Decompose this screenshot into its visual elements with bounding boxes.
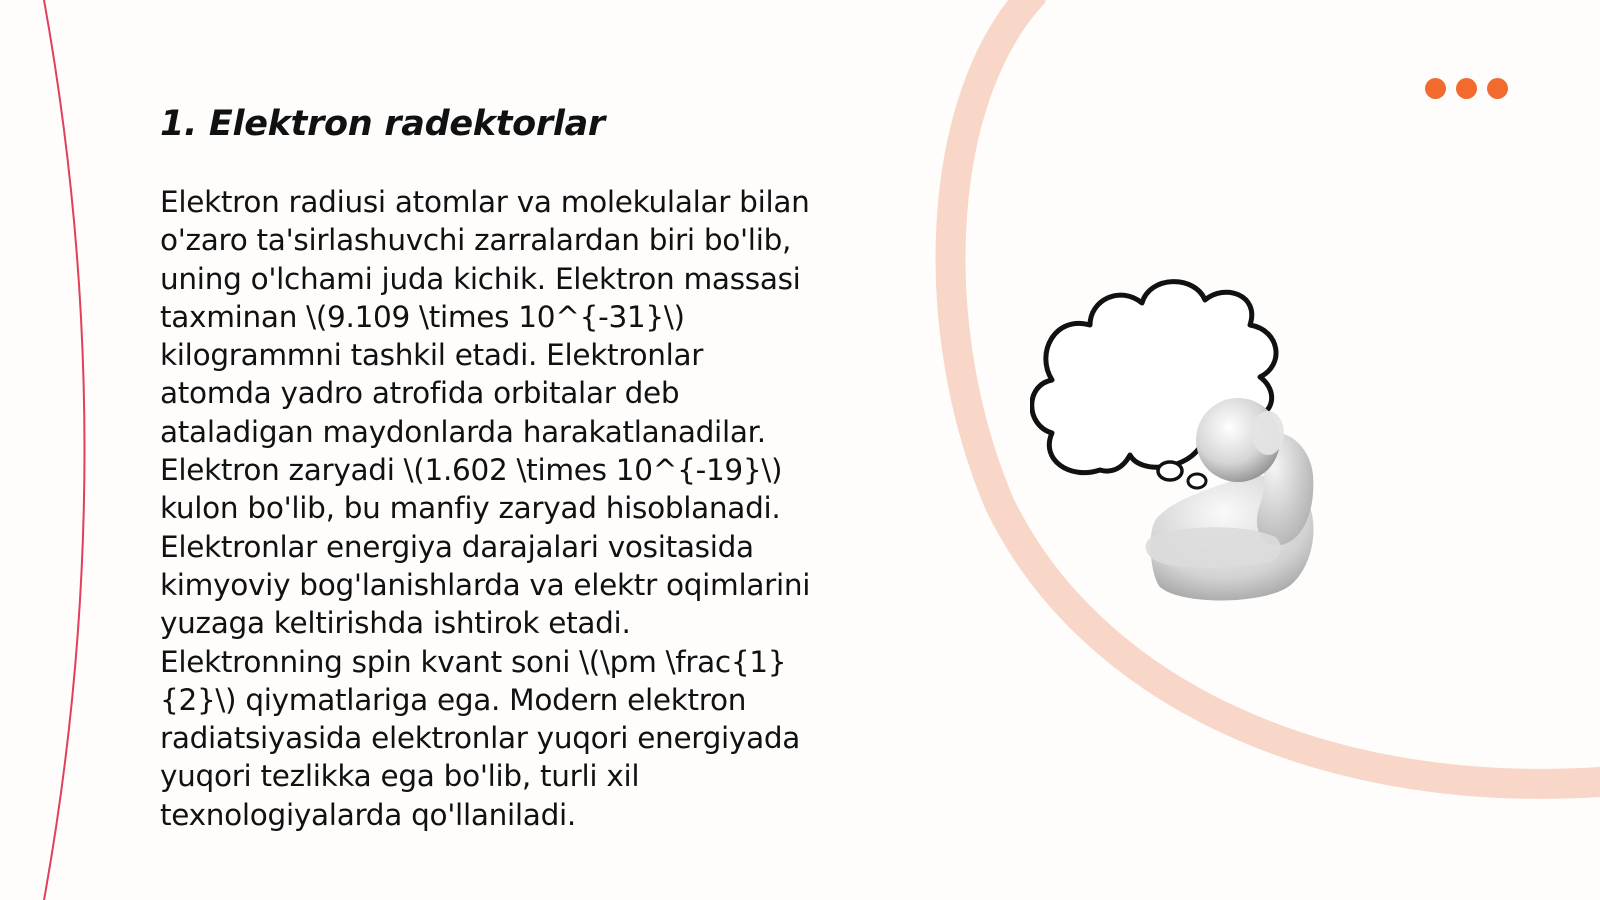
slide-body-text: Elektron radiusi atomlar va molekulalar bilan o'zaro ta'sirlashuvchi zarralardan biri bo'lib, uning o'lchami juda kichik. Elektron massasi taxminan \(9.109 \times 10^{-31}\) kilogrammni tashkil etadi. Elektronlar atomda yadro atrofida orbitalar deb ataladigan maydonlarda harakatlanadilar. Elektron zaryadi \(1.602 \times 10^{-19}\) kulon bo'lib, bu manfiy zaryad hisoblanadi. Elektronlar energiya darajalari vositasida kimyoviy bog'lanishlarda va elektr oqimlarini yuzaga keltirishda ishtirok etadi. Elektronning spin kvant soni \(\pm \frac{1} {2}\) qiymatlariga ega. Modern elektron radiatsiyasida elektronlar yuqori energiyada yuqori tezlikka ega bo'lib, turli xil texnologiyalarda qo'llaniladi.: [160, 185, 811, 832]
thought-bubble-icon: [1188, 474, 1206, 488]
left-accent-arc: [44, 0, 85, 900]
thought-bubble-icon: [1158, 462, 1182, 480]
dot-icon: [1425, 78, 1446, 99]
figure-hand: [1252, 411, 1284, 455]
dot-icon: [1456, 78, 1477, 99]
thinking-person-illustration: [1030, 275, 1350, 615]
slide-title: 1. Elektron radektorlar: [160, 104, 605, 144]
dot-icon: [1487, 78, 1508, 99]
more-dots-icon: [1425, 78, 1510, 100]
figure-forearm: [1146, 527, 1281, 568]
